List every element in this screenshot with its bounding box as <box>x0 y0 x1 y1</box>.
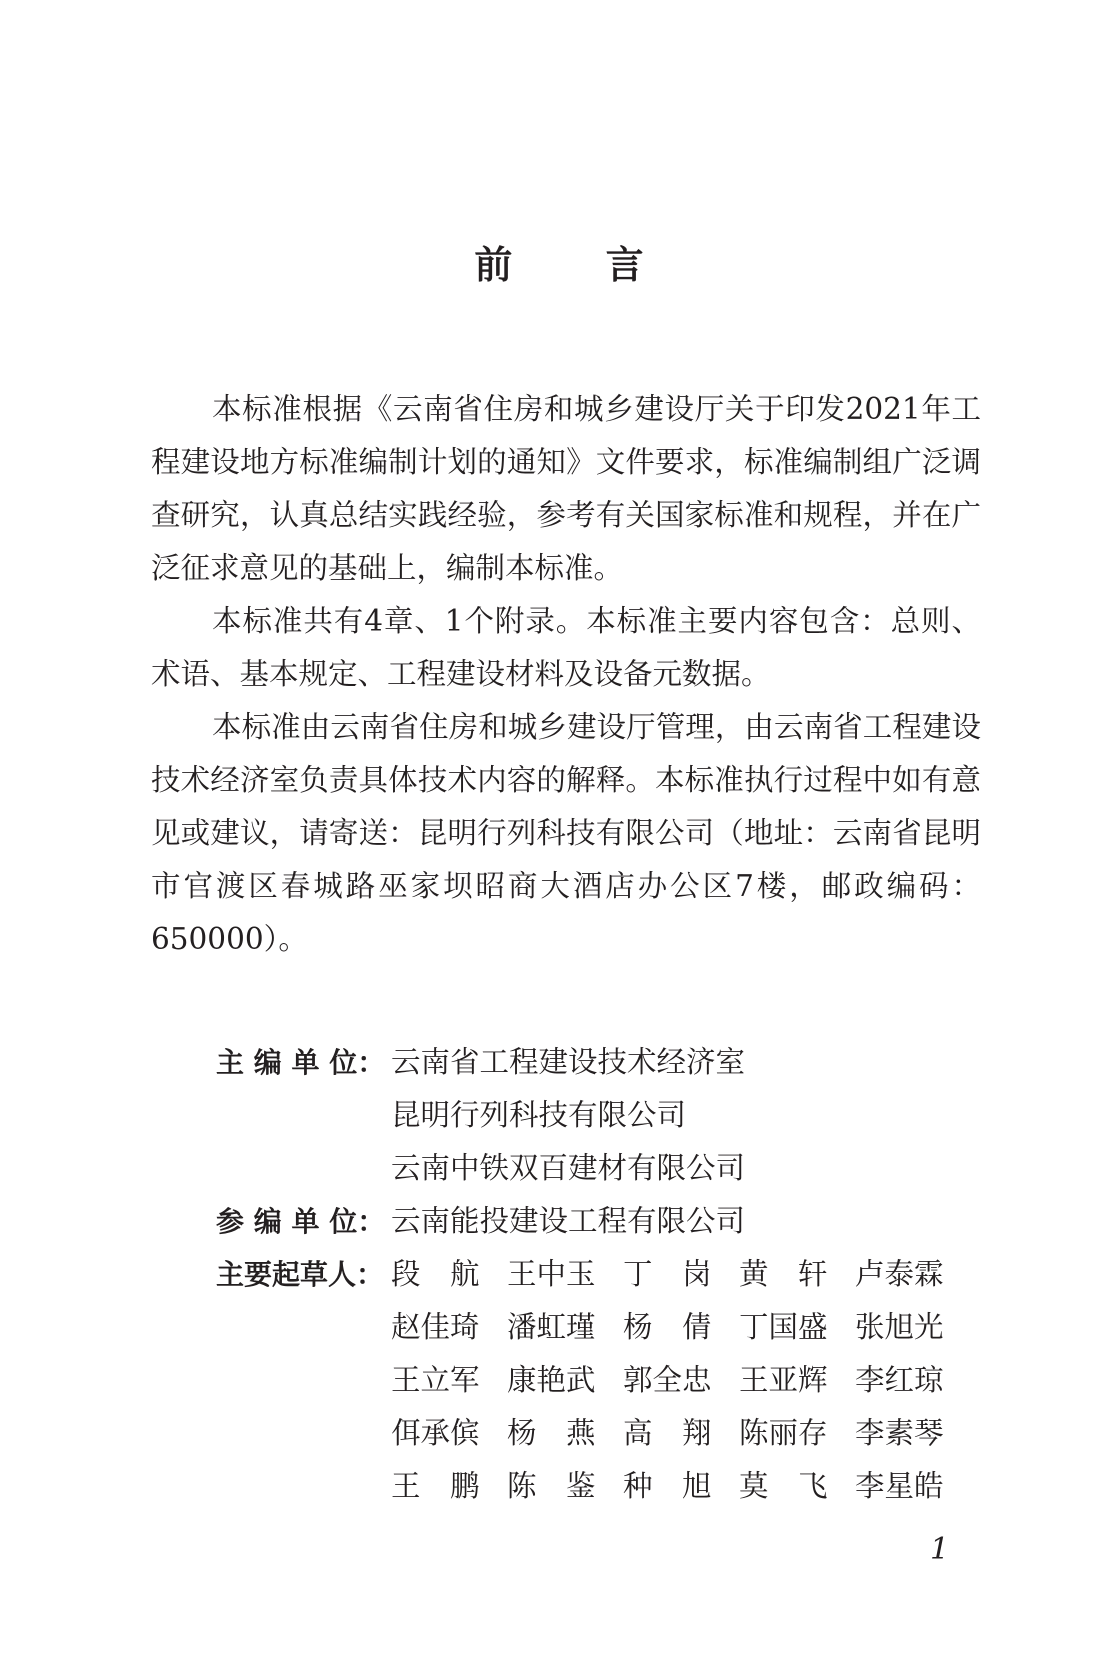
drafter-name: 李红琼 <box>855 1363 944 1397</box>
drafter-name: 王立军 <box>391 1363 480 1397</box>
drafter-name: 康艳武 <box>507 1363 596 1397</box>
page-title: 前 言 <box>474 243 684 287</box>
drafter-name: 陈 鉴 <box>507 1469 596 1503</box>
drafter-name: 黄 轩 <box>739 1257 828 1291</box>
chief-unit: 云南省工程建设技术经济室 <box>391 1045 746 1079</box>
participating-units-label: 参 编 单 位： <box>216 1205 386 1238</box>
drafter-name: 种 旭 <box>623 1469 712 1503</box>
preface-paragraph-3: 本标准由云南省住房和城乡建设厅管理，由云南省工程建设技术经济室负责具体技术内容的解释。本标准执行过程中如有意见或建议，请寄送：昆明行列科技有限公司（地址：云南省昆明市官渡区春城路巫家坝昭商大酒店办公区7楼，邮政编码：650000）。 <box>151 710 981 956</box>
chief-units-label: 主 编 单 位： <box>216 1046 386 1079</box>
drafter-name: 李星皓 <box>855 1469 944 1503</box>
drafter-name: 张旭光 <box>855 1310 944 1344</box>
drafter-name: 莫 飞 <box>739 1469 828 1503</box>
drafter-name: 赵佳琦 <box>391 1310 480 1344</box>
chief-unit: 云南中铁双百建材有限公司 <box>391 1151 746 1185</box>
drafter-name: 佴承傧 <box>391 1416 480 1450</box>
drafter-name: 潘虹瑾 <box>507 1310 596 1344</box>
participating-units-list <box>391 1195 1016 1248</box>
drafter-name: 卢泰霖 <box>855 1257 944 1291</box>
preface-paragraph-1: 本标准根据《云南省住房和城乡建设厅关于印发2021年工程建设地方标准编制计划的通知》文件要求，标准编制组广泛调查研究，认真总结实践经验，参考有关国家标准和规程，并在广泛征求意见的基础上，编制本标准。 <box>151 392 981 585</box>
preface-paragraph-2: 本标准共有4章、1个附录。本标准主要内容包含：总则、术语、基本规定、工程建设材料及设备元数据。 <box>151 604 981 691</box>
drafters-list <box>391 1248 1016 1513</box>
drafter-name: 陈丽存 <box>739 1416 828 1450</box>
drafter-name: 王亚辉 <box>739 1363 828 1397</box>
chief-units-row <box>216 1036 1016 1195</box>
participating-unit: 云南能投建设工程有限公司 <box>391 1204 746 1238</box>
drafters-row <box>216 1248 1016 1513</box>
page-number: 1 <box>930 1532 950 1567</box>
participating-units-row <box>216 1195 1016 1248</box>
preface-body <box>151 383 981 966</box>
drafter-name: 王中玉 <box>507 1257 596 1291</box>
drafters-label: 主要起草人： <box>216 1258 385 1291</box>
drafter-name: 李素琴 <box>855 1416 944 1450</box>
drafter-name: 王 鹏 <box>391 1469 480 1503</box>
drafter-name: 郭全忠 <box>623 1363 712 1397</box>
chief-unit: 昆明行列科技有限公司 <box>391 1098 687 1132</box>
drafter-name: 杨 燕 <box>507 1416 596 1450</box>
drafter-name: 杨 倩 <box>623 1310 712 1344</box>
chief-units-list <box>391 1036 1016 1195</box>
drafter-name: 段 航 <box>391 1257 480 1291</box>
drafter-name: 丁 岗 <box>623 1257 712 1291</box>
credits-section <box>216 1036 1016 1513</box>
drafter-name: 丁国盛 <box>739 1310 828 1344</box>
drafter-name: 高 翔 <box>623 1416 712 1450</box>
